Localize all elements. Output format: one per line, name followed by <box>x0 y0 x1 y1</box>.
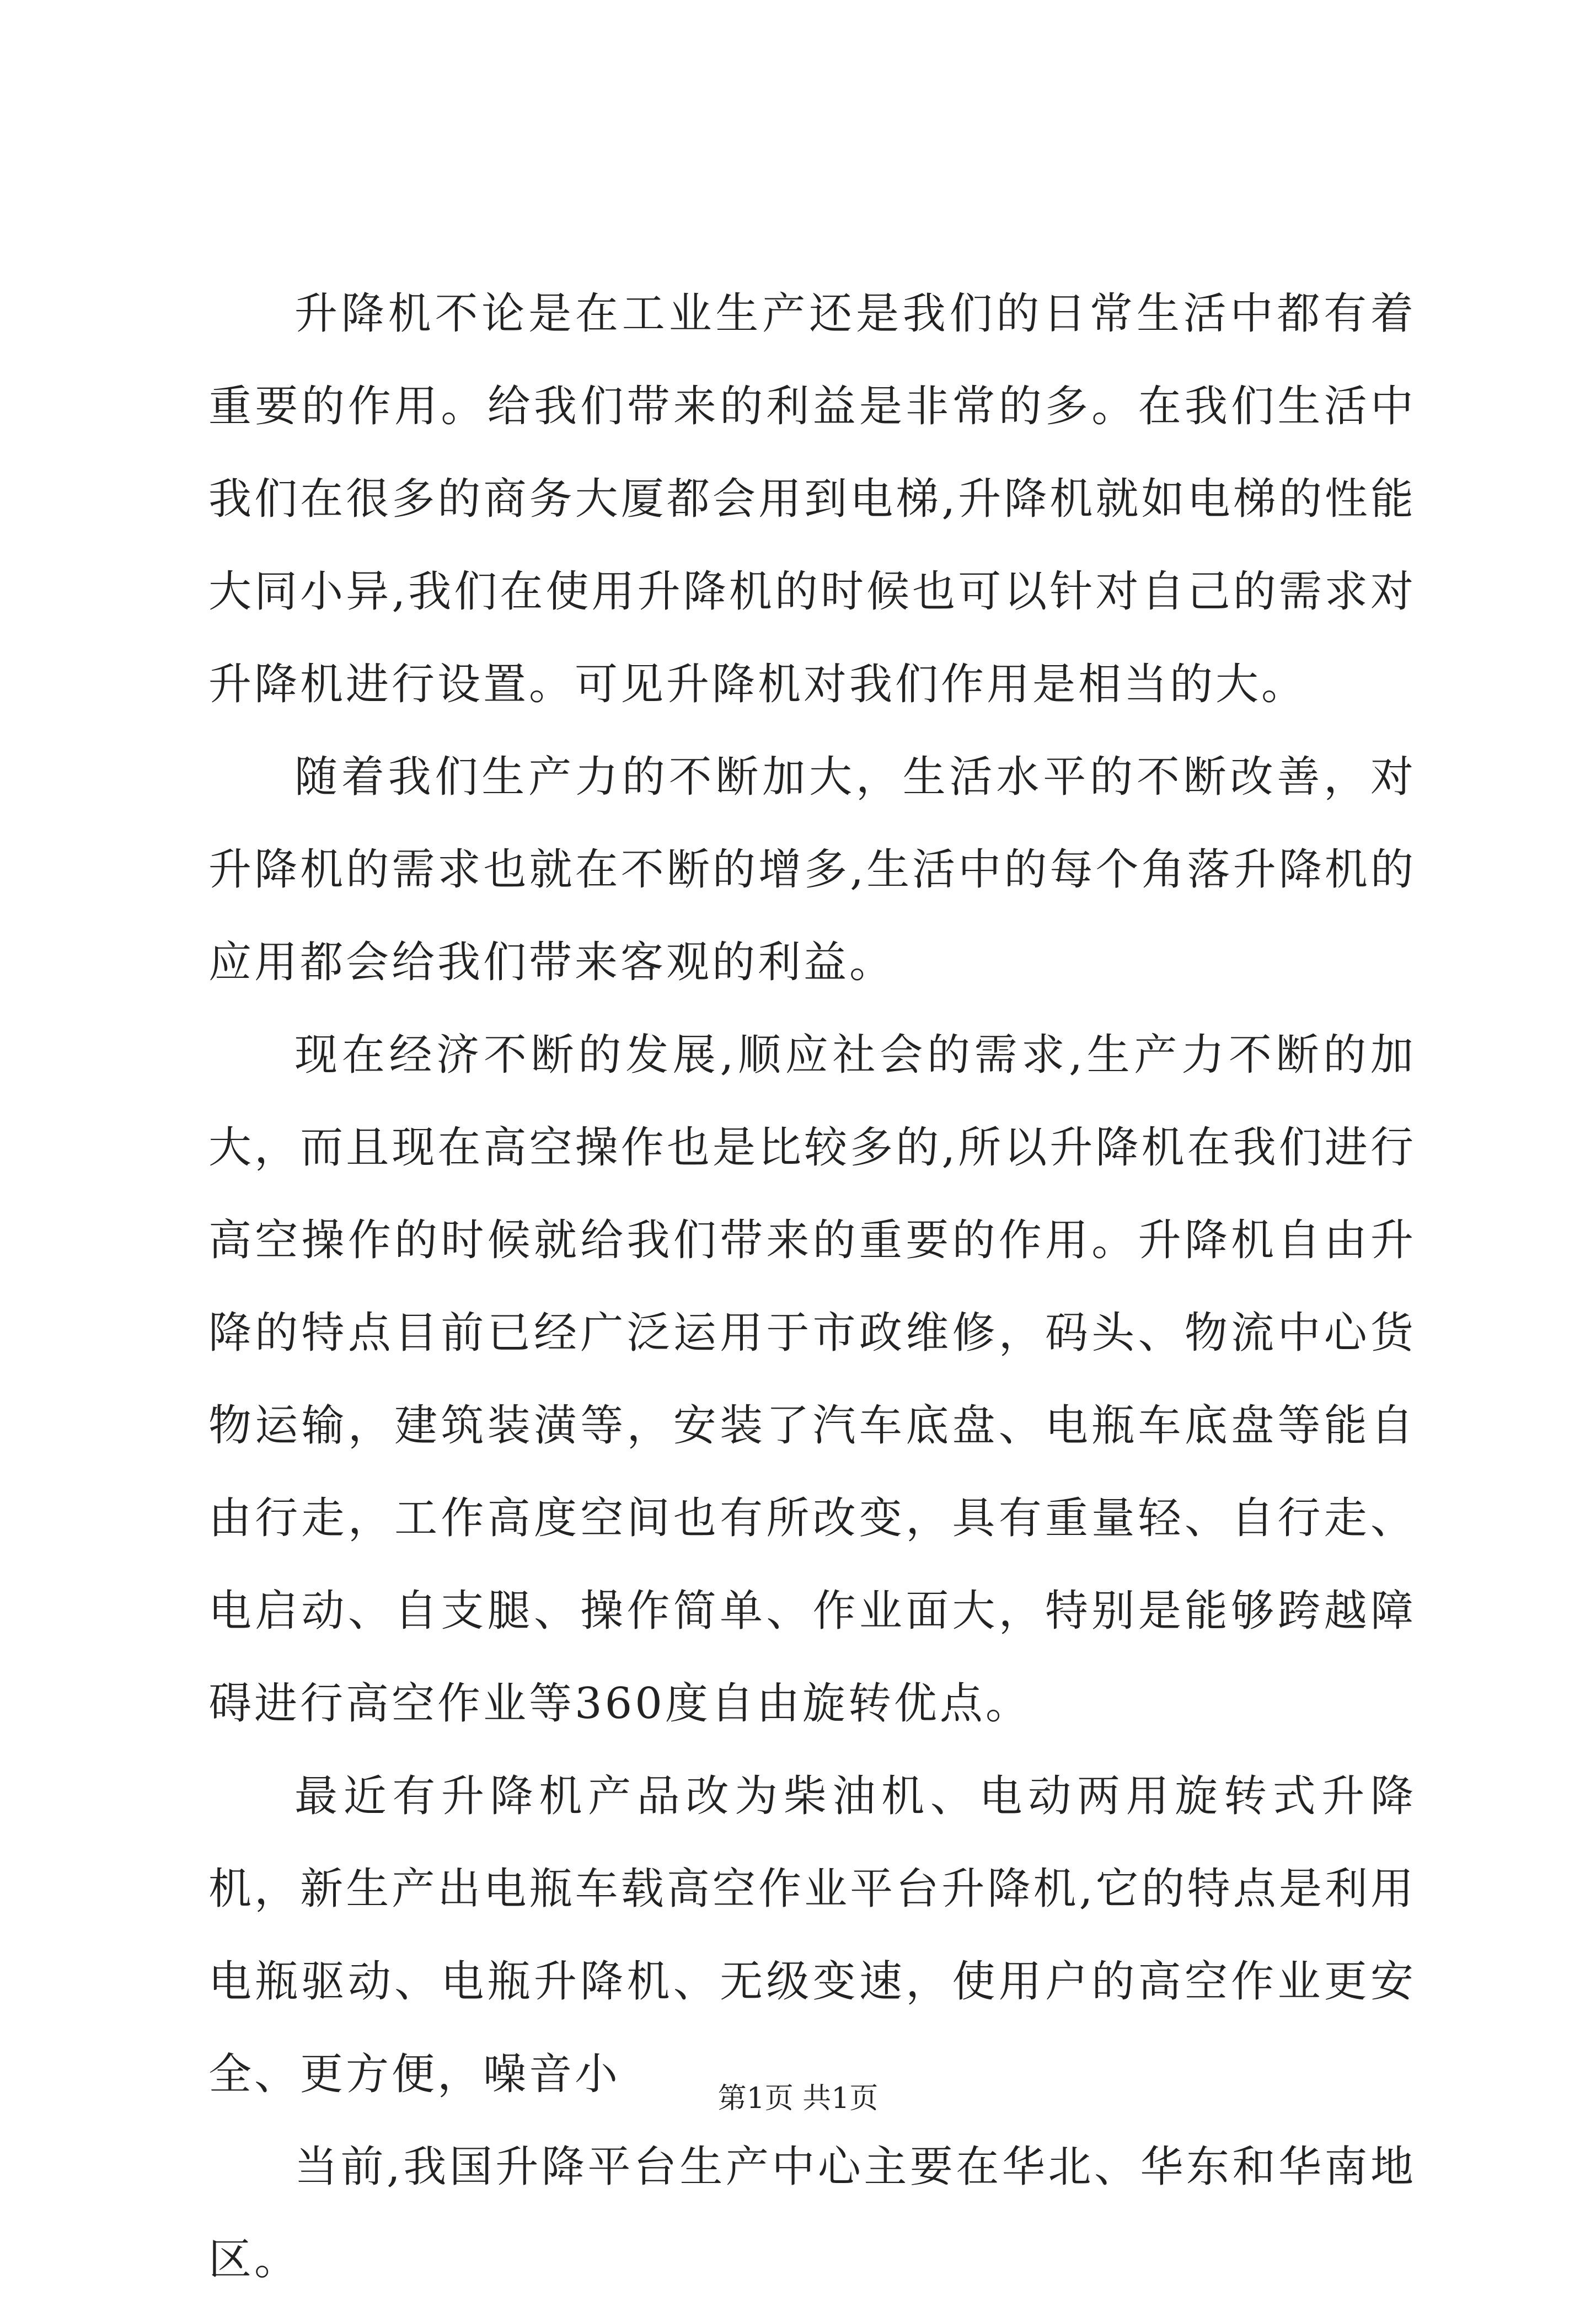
paragraph-1: 升降机不论是在工业生产还是我们的日常生活中都有着重要的作用。给我们带来的利益是非常的多。在我们生活中我们在很多的商务大厦都会用到电梯,升降机就如电梯的性能大同小异,我们在使用升降机的时候也可以针对自己的需求对升降机进行设置。可见升降机对我们作用是相当的大。 <box>208 289 1416 709</box>
paragraph-2: 随着我们生产力的不断加大，生活水平的不断改善，对升降机的需求也就在不断的增多,生活中的每个角落升降机的应用都会给我们带来客观的利益。 <box>208 752 1416 987</box>
page-footer: 第1页 共1页 <box>717 2082 879 2115</box>
body-text <box>208 267 1416 2306</box>
paragraph-5: 当前,我国升降平台生产中心主要在华北、华东和华南地区。 <box>208 2142 1416 2284</box>
paragraph-4: 最近有升降机产品改为柴油机、电动两用旋转式升降机，新生产出电瓶车载高空作业平台升降机,它的特点是利用电瓶驱动、电瓶升降机、无级变速，使用户的高空作业更安全、更方便，噪音小 <box>208 1772 1416 2099</box>
paragraph-3: 现在经济不断的发展,顺应社会的需求,生产力不断的加大，而且现在高空操作也是比较多的,所以升降机在我们进行高空操作的时候就给我们带来的重要的作用。升降机自由升降的特点目前已经广泛运用于市政维修，码头、物流中心货物运输，建筑装潢等，安装了汽车底盘、电瓶车底盘等能自由行走，工作高度空间也有所改变，具有重量轻、自行走、电启动、自支腿、操作简单、作业面大，特别是能够跨越障碍进行高空作业等360度自由旋转优点。 <box>208 1030 1416 1729</box>
